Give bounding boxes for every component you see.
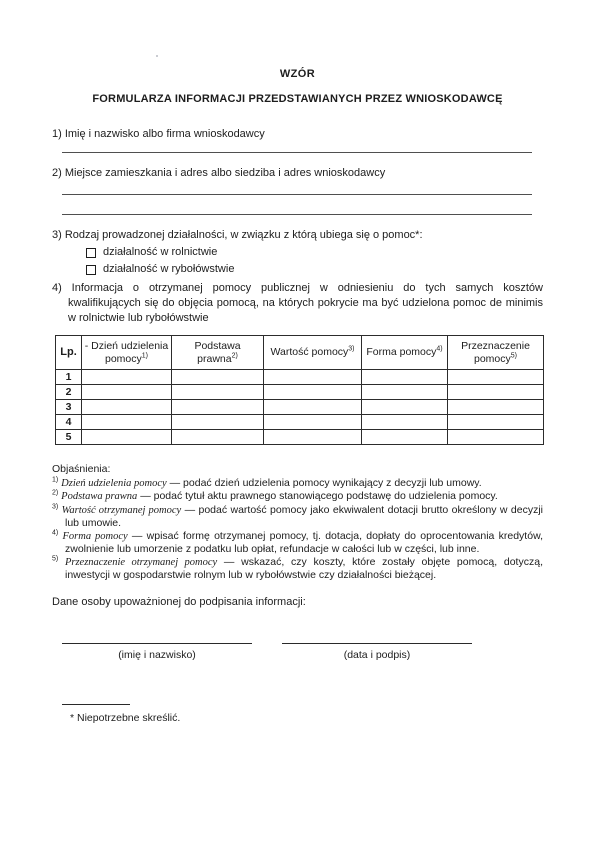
table-row: [56, 430, 544, 445]
table-cell-empty: [448, 370, 544, 385]
table-cell-empty: [362, 430, 448, 445]
answer-line-address-2[interactable]: [62, 214, 532, 215]
signature-line-date[interactable]: [282, 643, 472, 644]
activity-options: [52, 246, 543, 276]
table-cell-empty: [172, 385, 264, 400]
table-cell-empty: [172, 415, 264, 430]
field-label-activity-type: 3) Rodzaj prowadzonej działalności, w związku z którą ubiega się o pomoc*:: [52, 229, 423, 241]
column-header: - Dzień udzielenia pomocy$^{1)}$: [82, 336, 172, 370]
table-row: [56, 415, 544, 430]
footnote-item: $^{5)}$ Przeznaczenie otrzymanej pomocy — wskazać, czy koszty, które zostały objęte pomocą, dotyczą, inwestycji w gospodarstwie rolnym lub w rybołówstwie czy działalności bieżącej.: [52, 555, 543, 581]
table-cell-empty: [82, 400, 172, 415]
table-cell-empty: [362, 370, 448, 385]
footnotes-list: [52, 477, 543, 582]
table-row: [56, 400, 544, 415]
table-cell-empty: [264, 370, 362, 385]
column-header: Przeznaczenie pomocy$^{5)}$: [448, 336, 544, 370]
checkbox-icon[interactable]: [86, 248, 96, 258]
signature-intro: Dane osoby upoważnionej do podpisania informacji:: [52, 595, 306, 608]
activity-option-label: działalność w rybołówstwie: [103, 263, 235, 275]
table-cell-empty: [264, 415, 362, 430]
table-cell-empty: [172, 370, 264, 385]
field-label-address: 2) Miejsce zamieszkania i adres albo siedziba i adres wnioskodawcy: [52, 167, 386, 179]
signature-caption-name: (imię i nazwisko): [118, 648, 196, 661]
activity-option: [86, 246, 543, 259]
table-cell-empty: [82, 415, 172, 430]
table-cell-empty: [362, 400, 448, 415]
signature-row: [62, 643, 543, 661]
footnote-item: $^{3)}$ Wartość otrzymanej pomocy — podać wartość pomocy jako ekwiwalent dotacji brutto określony w decyzji lub umowie.: [52, 503, 544, 529]
row-number-cell: 3: [56, 400, 82, 415]
table-cell-empty: [172, 400, 264, 415]
table-cell-empty: [82, 370, 172, 385]
signature-name-block: [62, 643, 252, 661]
row-number-cell: 1: [56, 370, 82, 385]
table-cell-empty: [448, 430, 544, 445]
footnote-item: $^{4)}$ Forma pomocy — wpisać formę otrzymanej pomocy, tj. dotacja, dopłaty do oprocentowania kredytów, zwolnienie lub umorzenie z podatku lub opłat, refundacje w całości lub w części, lub inne.: [52, 529, 543, 555]
signature-date-block: [282, 643, 472, 661]
table-row: [56, 385, 544, 400]
footnote-text: * Niepotrzebne skreślić.: [70, 712, 181, 724]
activity-option-label: działalność w rolnictwie: [103, 246, 218, 258]
row-number-cell: 5: [56, 430, 82, 445]
row-number-cell: 2: [56, 385, 82, 400]
answer-line-address-1[interactable]: [62, 194, 532, 195]
answer-line-name[interactable]: [62, 152, 532, 153]
column-header: Forma pomocy$^{4)}$: [362, 336, 448, 370]
footnotes-heading: Objaśnienia:: [52, 463, 111, 475]
table-cell-empty: [448, 415, 544, 430]
footnote-item: $^{1)}$ Dzień udzielenia pomocy — podać dzień udzielenia pomocy wynikający z decyzji lub umowy.: [52, 476, 482, 489]
table-cell-empty: [264, 385, 362, 400]
field-label-name: 1) Imię i nazwisko albo firma wnioskodawcy: [52, 128, 265, 140]
table-cell-empty: [448, 385, 544, 400]
document-title: WZÓR: [279, 68, 316, 80]
table-cell-empty: [264, 430, 362, 445]
table-cell-empty: [362, 415, 448, 430]
column-header: Wartość pomocy$^{3)}$: [264, 336, 362, 370]
scan-artifact-dot: [156, 55, 158, 57]
activity-option: [86, 263, 543, 276]
row-number-cell: 4: [56, 415, 82, 430]
footnotes-section: [52, 463, 543, 582]
document-subtitle: FORMULARZA INFORMACJI PRZEDSTAWIANYCH PRZEZ WNIOSKODAWCĘ: [92, 93, 503, 105]
column-header: Lp.: [56, 336, 82, 370]
column-header: Podstawa prawna$^{2)}$: [172, 336, 264, 370]
aid-table: [55, 335, 544, 445]
table-header-row: [56, 336, 544, 370]
table-cell-empty: [362, 385, 448, 400]
table-cell-empty: [264, 400, 362, 415]
footnote-item: $^{2)}$ Podstawa prawna — podać tytuł aktu prawnego stanowiącego podstawę do udzielenia pomocy.: [52, 489, 498, 502]
table-row: [56, 370, 544, 385]
table-cell-empty: [448, 400, 544, 415]
signature-caption-date: (data i podpis): [343, 648, 411, 661]
table-cell-empty: [172, 430, 264, 445]
asterisk-footnote: [62, 704, 180, 724]
field-label-aid-info: 4) Informacja o otrzymanej pomocy publicznej w odniesieniu do tych samych kosztów kwalifikujących się do objęcia pomocą, na których pokrycie ma być udzielona pomoc de minimis w rolnictwie lub rybołówstwie: [52, 282, 543, 324]
checkbox-icon[interactable]: [86, 265, 96, 275]
footnote-rule: [62, 704, 130, 705]
table-cell-empty: [82, 430, 172, 445]
signature-line-name[interactable]: [62, 643, 252, 644]
table-cell-empty: [82, 385, 172, 400]
